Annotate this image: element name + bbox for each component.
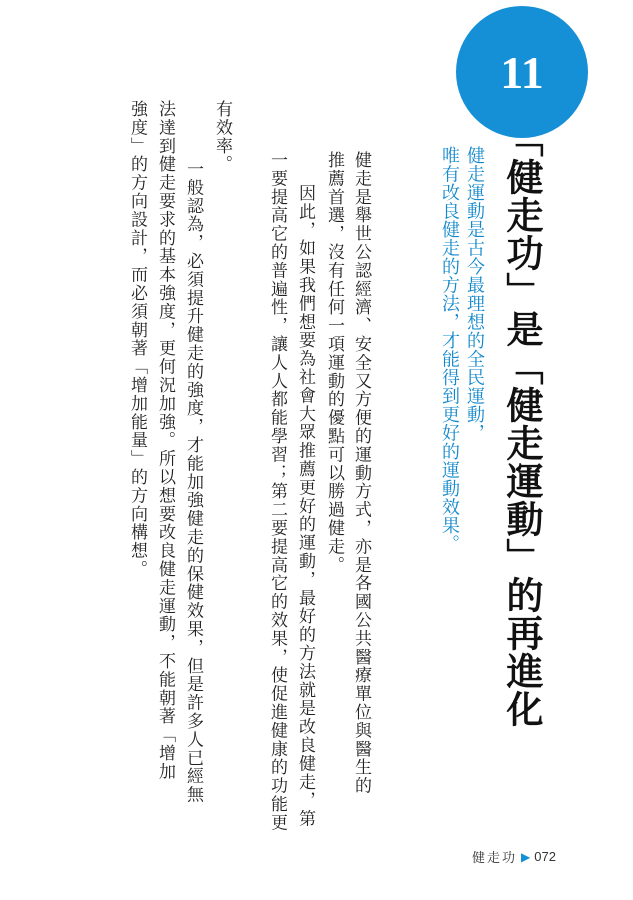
body-column-8: 強度」的方向設計，而必須朝著「增加能量」的方向構想。 [127, 100, 147, 579]
page-footer [472, 847, 556, 866]
chapter-subtitle-line-2: 唯有改良健走的方法，才能得到更好的運動效果。 [439, 146, 460, 553]
chapter-subtitle-line-1: 健走運動是古今最理想的全民運動， [464, 146, 485, 442]
page-number: 072 [534, 849, 556, 864]
body-column-7: 法達到健走要求的基本強度，更何況加強。所以想要改良健走運動，不能朝著「增加 [155, 100, 175, 781]
triangle-right-icon: ▶ [521, 849, 531, 864]
body-column-1: 健走是舉世公認經濟、安全又方便的運動方式，亦是各國公共醫療單位與醫生的 [351, 151, 371, 795]
body-column-2: 推薦首選，沒有任何一項運動的優點可以勝過健走。 [324, 151, 344, 575]
chapter-title: 「健走功」是「健走運動」的再進化 [500, 120, 544, 728]
chapter-number: 11 [500, 46, 544, 98]
body-column-6: 一般認為，必須提升健走的強度，才能加強健走的保健效果，但是許多人已經無 [183, 160, 203, 804]
body-column-5: 有效率。 [212, 100, 232, 174]
body-column-4: 一要提高它的普遍性，讓人人都能學習；第二要提高它的效果，使促進健康的功能更 [267, 151, 287, 832]
footer-book-title: 健走功 [472, 851, 518, 866]
chapter-number-badge [456, 6, 588, 138]
body-column-3: 因此，如果我們想要為社會大眾推薦更好的運動，最好的方法就是改良健走，第 [295, 184, 315, 828]
